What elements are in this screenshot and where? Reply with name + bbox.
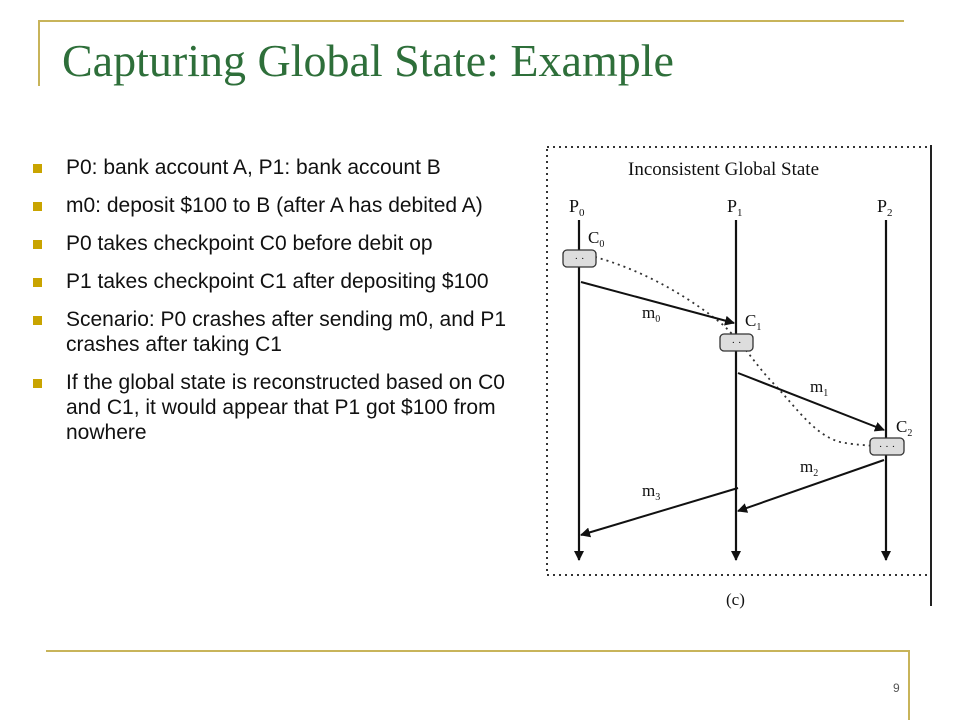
bullet-square-icon bbox=[33, 240, 42, 249]
frame-right-line bbox=[908, 650, 910, 720]
process-label-p0: $P_0$ bbox=[569, 196, 585, 219]
page-number: 9 bbox=[893, 681, 900, 695]
bullet-text: Scenario: P0 crashes after sending m0, and P1 crashes after taking C1 bbox=[66, 308, 507, 356]
bullet-item bbox=[32, 155, 532, 180]
message-label-m3: $m_3$ bbox=[642, 481, 661, 503]
checkpoint-c1-label: $C_1$ bbox=[745, 311, 762, 333]
frame-bottom-line bbox=[46, 650, 910, 652]
bullet-item bbox=[32, 231, 532, 256]
bullet-square-icon bbox=[33, 379, 42, 388]
process-label-p1: $P_1$ bbox=[727, 196, 743, 219]
figure-heading: Inconsistent Global State bbox=[628, 159, 820, 180]
bullet-text: If the global state is reconstructed based on C0 and C1, it would appear that P1 got $100 from nowhere bbox=[66, 371, 505, 444]
checkpoint-c0-glyph: · · bbox=[574, 253, 585, 265]
checkpoint-c2-glyph: · · · bbox=[878, 441, 896, 453]
frame-left-line bbox=[38, 20, 40, 86]
bullet-square-icon bbox=[33, 278, 42, 287]
checkpoint-c2 bbox=[870, 417, 912, 455]
frame-top-line bbox=[38, 20, 904, 22]
bullet-text: m0: deposit $100 to B (after A has debited A) bbox=[66, 194, 483, 217]
checkpoint-c0-label: $C_0$ bbox=[588, 228, 605, 250]
bullet-item bbox=[32, 269, 532, 294]
message-label-m0: $m_0$ bbox=[642, 303, 661, 325]
checkpoint-c1 bbox=[720, 311, 761, 351]
bullet-text: P0 takes checkpoint C0 before debit op bbox=[66, 232, 433, 255]
slide-title: Capturing Global State: Example bbox=[62, 35, 674, 86]
process-label-p2: $P_2$ bbox=[877, 196, 893, 219]
bullet-item bbox=[32, 307, 532, 357]
bullet-square-icon bbox=[33, 316, 42, 325]
bullet-text: P1 takes checkpoint C1 after depositing $100 bbox=[66, 270, 489, 293]
bullet-list bbox=[32, 155, 532, 458]
bullet-item bbox=[32, 193, 532, 218]
figure-caption: (c) bbox=[726, 590, 745, 609]
checkpoint-c2-label: $C_2$ bbox=[896, 417, 913, 439]
bullet-square-icon bbox=[33, 164, 42, 173]
global-state-diagram bbox=[540, 140, 940, 610]
message-label-m1: $m_1$ bbox=[810, 377, 829, 399]
bullet-square-icon bbox=[33, 202, 42, 211]
checkpoint-c1-glyph: · · bbox=[731, 337, 742, 349]
checkpoint-c0 bbox=[563, 228, 604, 267]
bullet-item bbox=[32, 370, 532, 445]
message-label-m2: $m_2$ bbox=[800, 457, 819, 479]
bullet-text: P0: bank account A, P1: bank account B bbox=[66, 156, 441, 179]
